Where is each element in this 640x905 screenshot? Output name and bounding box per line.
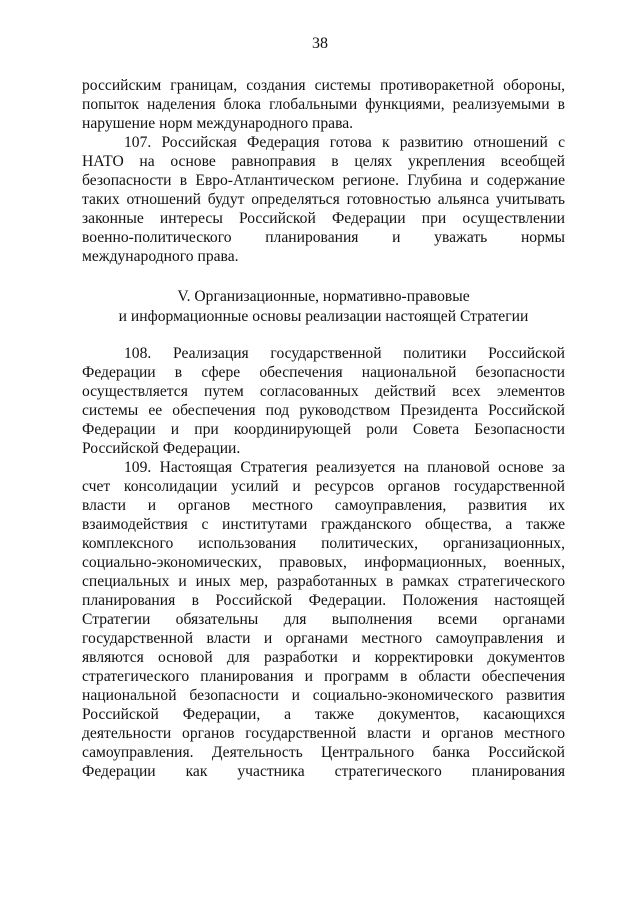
text-line: самоуправления. Деятельность Центрального банка Российской xyxy=(82,744,565,761)
text-line: специальных и иных мер, разработанных в рамках стратегического xyxy=(82,573,565,590)
text-line: социально-экономических, правовых, информационных, военных, xyxy=(82,554,565,571)
text-line: комплексного использования политических, организационных, xyxy=(82,535,565,552)
text-line: государственной власти и органами местного самоуправления и xyxy=(82,630,565,647)
text-line: международного права. xyxy=(82,248,239,265)
paragraph-109-start: 109. Настоящая Стратегия реализуется на плановой основе за xyxy=(124,459,565,476)
page-number: 38 xyxy=(312,35,328,52)
text-line: Федерации в сфере обеспечения национальной безопасности xyxy=(82,364,565,381)
text-line: НАТО на основе равноправия в целях укрепления всеобщей xyxy=(82,153,565,170)
text-line: системы ее обеспечения под руководством Президента Российской xyxy=(82,402,565,419)
text-line: стратегического планирования и программ в области обеспечения xyxy=(82,668,565,685)
text-line: власти и органов местного самоуправления, развития их xyxy=(82,497,565,514)
text-block-1 xyxy=(82,76,565,266)
text-line: попыток наделения блока глобальными функциями, реализуемыми в xyxy=(82,96,565,113)
text-line: законные интересы Российской Федерации при осуществлении xyxy=(82,210,565,227)
text-line: безопасности в Евро-Атлантическом регионе. Глубина и содержание xyxy=(82,172,565,189)
text-line: деятельности органов государственной власти и органов местного xyxy=(82,725,565,742)
section-heading xyxy=(82,287,565,327)
text-line: планирования в Российской Федерации. Положения настоящей xyxy=(82,592,565,609)
text-line: Федерации и при координирующей роли Совета Безопасности xyxy=(82,421,565,438)
text-block-2 xyxy=(82,344,565,781)
text-line: Российской Федерации, а также документов, касающихся xyxy=(82,706,565,723)
text-line: взаимодействия с институтами гражданского общества, а также xyxy=(82,516,565,533)
text-line: Стратегии обязательны для выполнения всеми органами xyxy=(82,611,565,628)
text-line: счет консолидации усилий и ресурсов органов государственной xyxy=(82,478,565,495)
text-line: Федерации как участника стратегического планирования xyxy=(82,763,565,780)
paragraph-107-start: 107. Российская Федерация готова к развитию отношений с xyxy=(124,134,565,151)
text-line: Российской Федерации. xyxy=(82,440,241,457)
text-line: военно-политического планирования и уважать нормы xyxy=(82,229,565,246)
text-line: осуществляется путем согласованных действий всех элементов xyxy=(82,383,565,400)
paragraph-108-start: 108. Реализация государственной политики Российской xyxy=(124,345,565,362)
text-line: российским границам, создания системы противоракетной обороны, xyxy=(82,77,565,94)
text-line: являются основой для разработки и корректировки документов xyxy=(82,649,565,666)
heading-line: и информационные основы реализации настоящей Стратегии xyxy=(118,308,529,325)
text-line: таких отношений будут определяться готовностью альянса учитывать xyxy=(82,191,565,208)
text-line: национальной безопасности и социально-экономического развития xyxy=(82,687,565,704)
heading-line: V. Организационные, нормативно-правовые xyxy=(177,288,470,305)
text-line: нарушение норм международного права. xyxy=(82,115,354,132)
